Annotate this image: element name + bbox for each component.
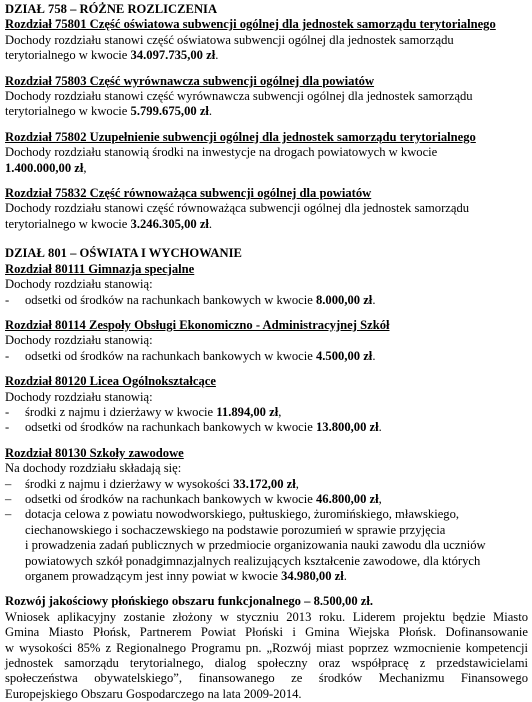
bullet-marker: – (5, 507, 12, 522)
chapter-amount-line-75802 (5, 161, 528, 176)
punct: , (378, 491, 382, 506)
chapter-text-75802: Dochody rozdziału stanowią środki na inwestycje na drogach powiatowych w kwocie (5, 145, 438, 160)
text: odsetki od środków na rachunkach bankowych w kwocie (25, 420, 316, 435)
amount: 8.000,00 zł (315, 292, 373, 307)
chapter-title-80130: Rozdział 80130 Szkoły zawodowe (5, 445, 184, 460)
amount: 46.800,00 zł (315, 491, 379, 506)
amount: 5.799.675,00 zł (130, 104, 209, 119)
punct: , (278, 404, 282, 419)
project-text: społeczeństwa obywatelskiego”, finansowanego ze środków Mechanizmu Finansowego (5, 671, 528, 686)
punct: . (215, 48, 219, 63)
bullet-marker: – (5, 476, 12, 491)
list-item (5, 420, 528, 435)
project-text: Europejskiego Obszaru Gospodarczego na lata 2009-2014. (5, 686, 302, 701)
project-text: jednostek samorządu terytorialnego, dialog społeczny oraz współpracę z przedstawicielami (5, 656, 528, 671)
punct: . (378, 420, 382, 435)
project-text: w wysokości 85% z Regionalnego Programu pn. „Rozwój miast poprzez wzmocnienie kompetencji (5, 640, 528, 655)
amount: 11.894,00 zł (216, 404, 279, 419)
punct: . (372, 292, 376, 307)
list-item-text (25, 420, 528, 435)
amount: 33.172,00 zł (233, 476, 296, 491)
punct: . (372, 348, 376, 363)
section-heading-801: DZIAŁ 801 – OŚWIATA I WYCHOWANIE (5, 246, 242, 261)
bullet-marker: – (5, 491, 12, 506)
list-item (5, 492, 528, 507)
bullet-marker: - (5, 404, 10, 419)
text: organem prowadzącym jest inny powiat w kwocie (25, 569, 282, 583)
chapter-intro-80111: Dochody rozdziału stanowią: (5, 277, 153, 292)
chapter-text-75832: Dochody rozdziału stanowi część równoważąca subwencji ogólnej dla jednostek samorządu (5, 201, 470, 216)
text: terytorialnego w kwocie (5, 48, 131, 63)
text: terytorialnego w kwocie (5, 216, 131, 231)
chapter-title-80120: Rozdział 80120 Licea Ogólnokształcące (5, 374, 216, 389)
chapter-intro-80120: Dochody rozdziału stanowią: (5, 389, 153, 404)
punct: , (83, 160, 87, 175)
project-title: Rozwój jakościowy płońskiego obszaru funkcjonalnego – 8.500,00 zł. (5, 594, 374, 609)
text: terytorialnego w kwocie (5, 104, 131, 119)
text: odsetki od środków na rachunkach bankowych w kwocie (25, 348, 316, 363)
list-item-continuation (5, 569, 528, 584)
chapter-text-75801: Dochody rozdziału stanowi część oświatowa subwencji ogólnej dla jednostek samorządu (5, 32, 454, 47)
chapter-amount-line-75801 (5, 48, 528, 63)
list-item-continuation: powiatowych szkół ponadgimnazjalnych realizujących kształcenie zawodowe, dla których (25, 553, 481, 568)
amount: 4.500,00 zł (315, 348, 373, 363)
list-item-continuation: ciechanowskiego i sochaczewskiego na podstawie porozumień w sprawie przyjęcia (25, 522, 446, 537)
chapter-amount-line-75803 (5, 104, 528, 119)
chapter-amount-line-75832 (5, 217, 528, 232)
list-item (5, 507, 528, 522)
text: odsetki od środków na rachunkach bankowych w kwocie (25, 292, 316, 307)
list-item-text (25, 477, 528, 492)
chapter-title-80111: Rozdział 80111 Gimnazja specjalne (5, 261, 195, 276)
text: środki z najmu i dzierżawy w wysokości (25, 476, 234, 491)
section-heading-758: DZIAŁ 758 – RÓŻNE ROZLICZENIA (5, 2, 218, 16)
list-item (5, 405, 528, 420)
chapter-title-75832: Rozdział 75832 Część równoważąca subwencji ogólnej dla powiatów (5, 186, 372, 201)
bullet-marker: - (5, 348, 10, 363)
list-item-text (25, 293, 528, 308)
list-item-text (25, 349, 528, 364)
list-item (5, 293, 528, 308)
list-item (5, 349, 528, 364)
amount: 34.097.735,00 zł (130, 48, 216, 63)
amount: 13.800,00 zł (315, 420, 379, 435)
amount: 34.980,00 zł (281, 569, 344, 583)
chapter-intro-80130: Na dochody rozdziału składają się: (5, 461, 182, 476)
list-item-text (25, 405, 528, 420)
punct: . (208, 216, 213, 231)
bullet-marker: - (5, 292, 10, 307)
amount: 3.246.305,00 zł (130, 216, 209, 231)
list-item-text (25, 492, 528, 507)
punct: . (343, 569, 347, 583)
project-text: Wniosek aplikacyjny zostanie złożony w styczniu 2013 roku. Liderem projektu będzie Miasto (5, 609, 528, 624)
list-item-text: dotacja celowa z powiatu nowodworskiego, pułtuskiego, żuromińskiego, mławskiego, (25, 507, 460, 522)
chapter-title-75801: Rozdział 75801 Część oświatowa subwencji ogólnej dla jednostek samorządu terytorialnego (5, 17, 496, 32)
list-item-continuation: i prowadzenia zadań publicznych w przedmiocie organizowania nauki zawodu dla uczniów (25, 538, 486, 553)
punct: , (295, 476, 299, 491)
bullet-marker: - (5, 420, 10, 435)
chapter-title-80114: Rozdział 80114 Zespoły Obsługi Ekonomiczno - Administracyjnej Szkół (5, 317, 390, 332)
chapter-text-75803: Dochody rozdziału stanowi część wyrównawcza subwencji ogólnej dla jednostek samorządu (5, 89, 473, 104)
amount: 1.400.000,00 zł (5, 160, 84, 175)
project-text: Gmina Miasto Płońsk, Partnerem Powiat Płoński i Gmina Wiejska Płońsk. Dofinansowanie (5, 625, 528, 640)
chapter-title-75802: Rozdział 75802 Uzupełnienie subwencji ogólnej dla jednostek samorządu terytorialnego (5, 129, 476, 144)
text: środki z najmu i dzierżawy w kwocie (25, 404, 217, 419)
chapter-intro-80114: Dochody rozdziału stanowią: (5, 333, 153, 348)
punct: . (208, 104, 213, 119)
list-item (5, 477, 528, 492)
chapter-title-75803: Rozdział 75803 Część wyrównawcza subwencji ogólnej dla powiatów (5, 73, 375, 88)
text: odsetki od środków na rachunkach bankowych w kwocie (25, 491, 316, 506)
